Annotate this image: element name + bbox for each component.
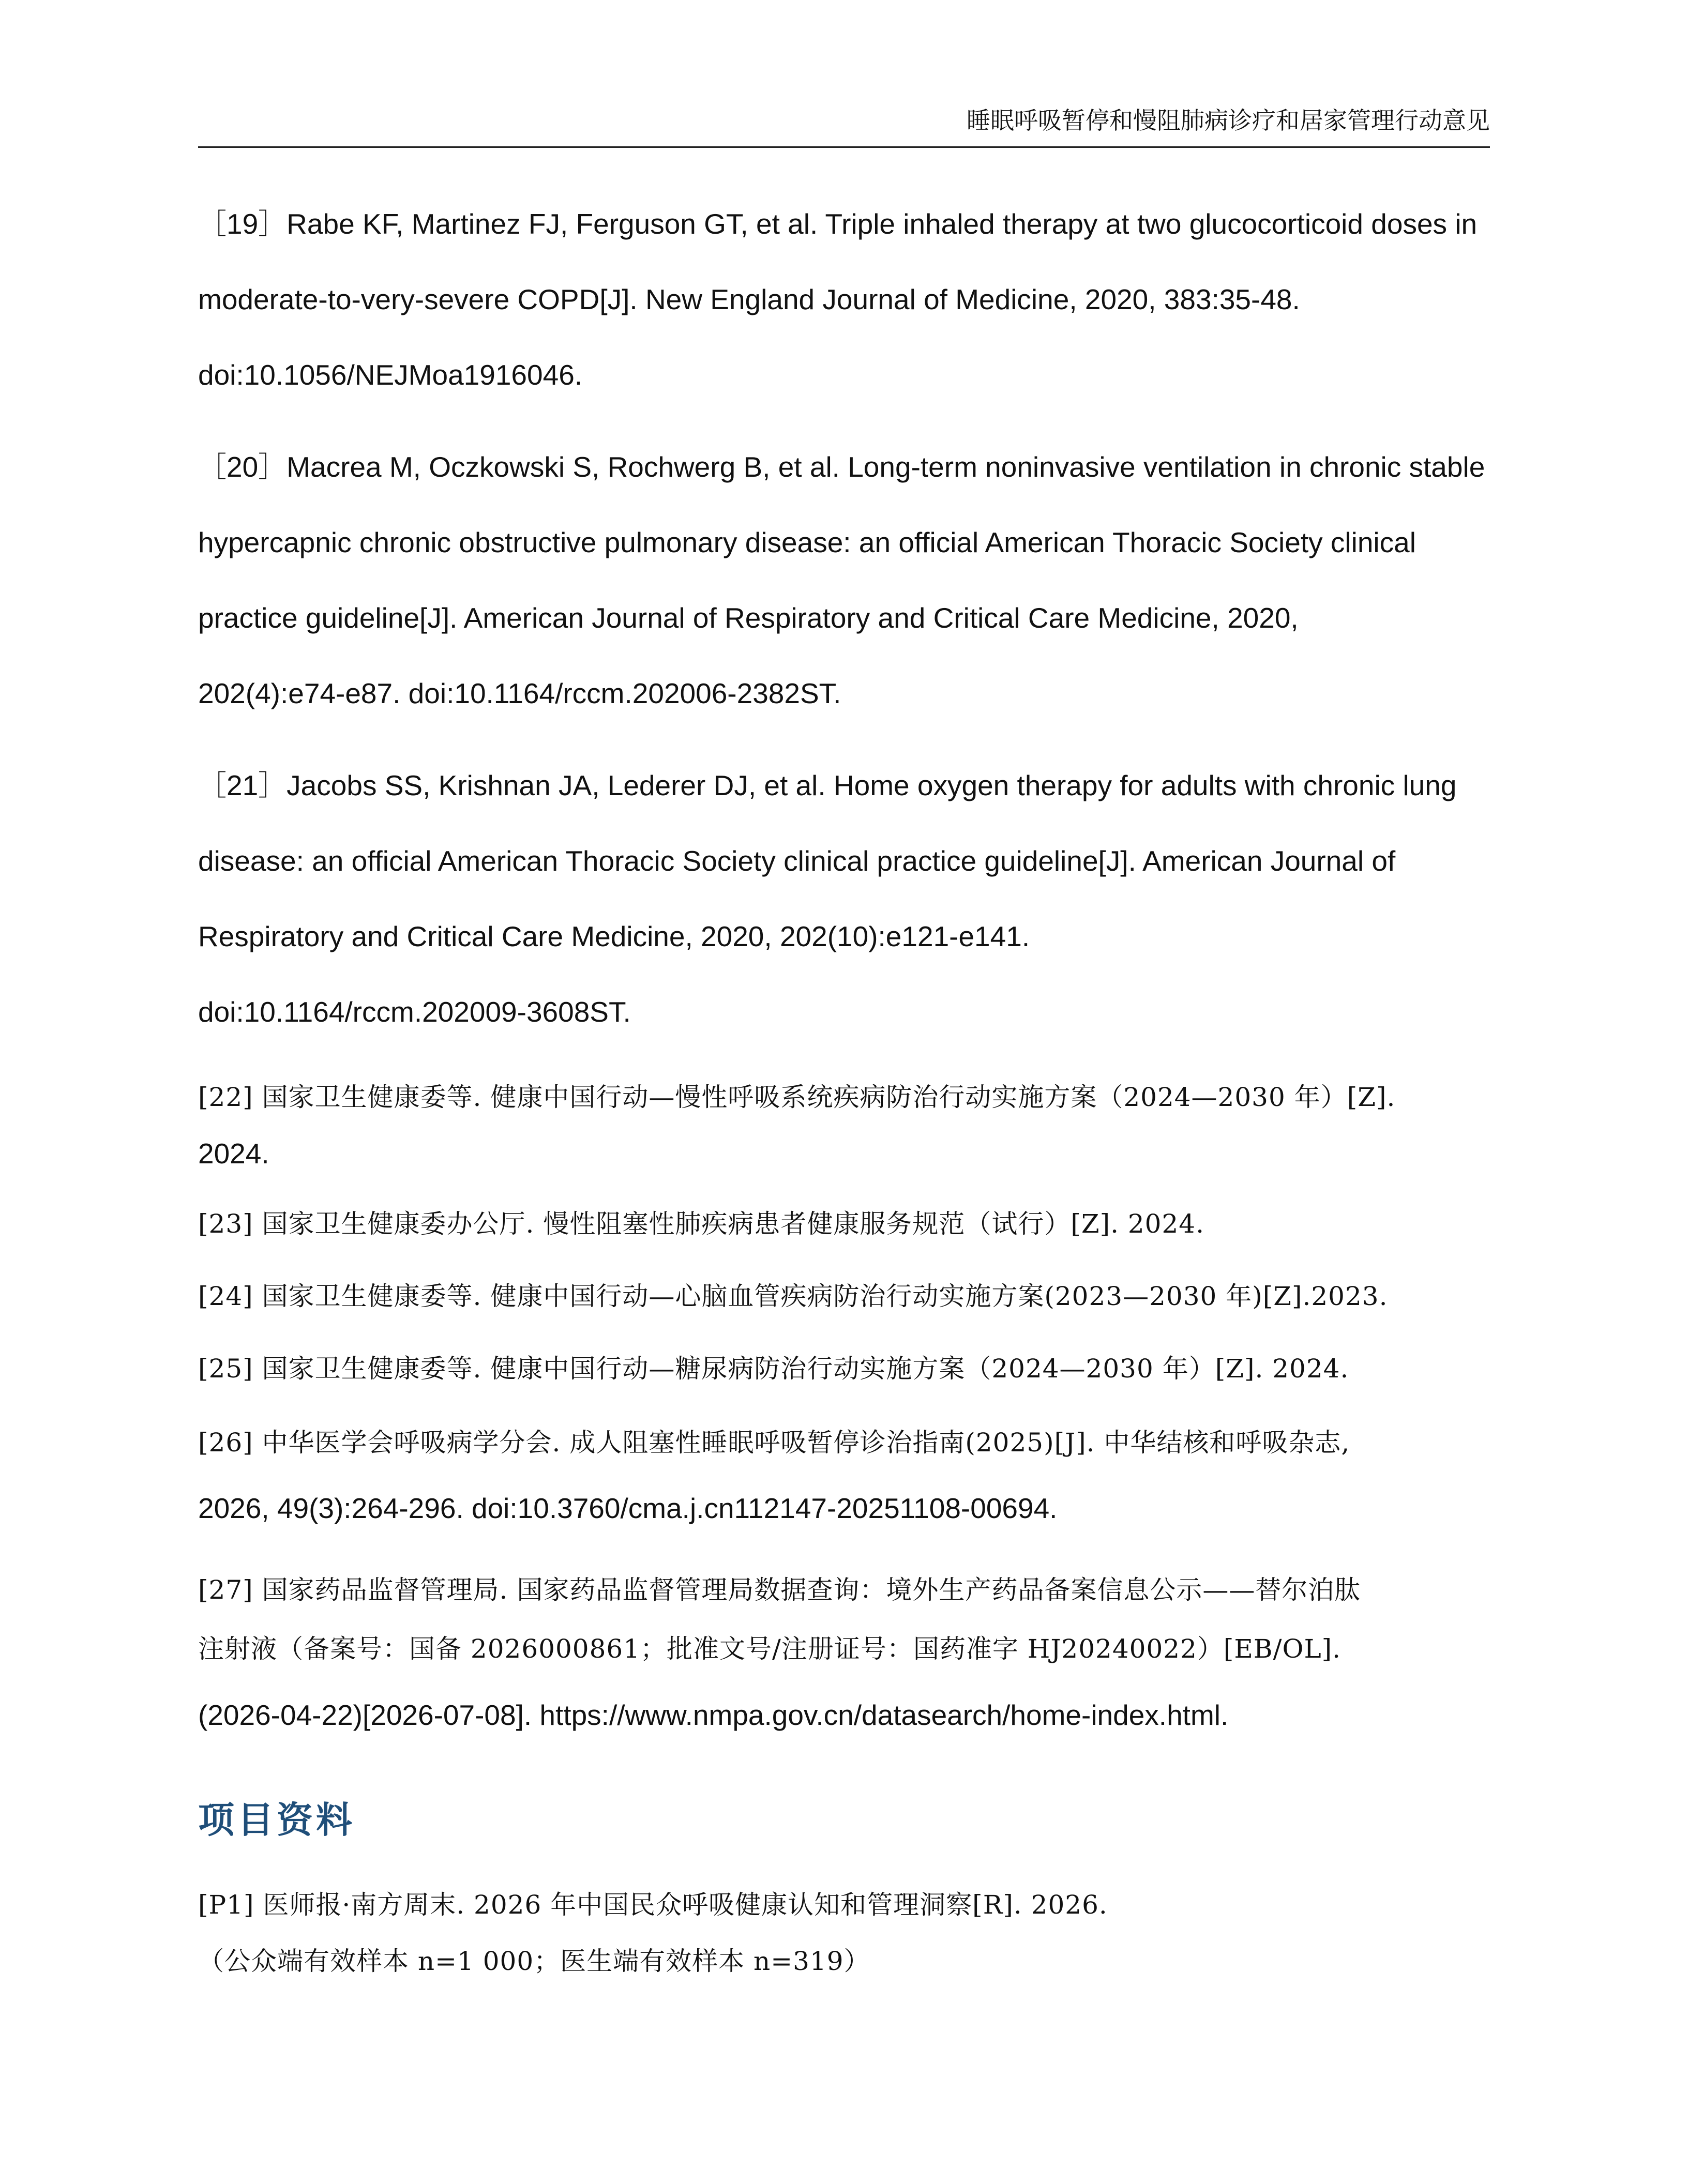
ref-19-line-2: moderate-to-very-severe COPD[J]. New England Journal of Medicine, 2020, 383:35-48.	[198, 283, 1300, 315]
ref-20-line-2: hypercapnic chronic obstructive pulmonary disease: an official American Thoracic Society clinical	[198, 526, 1416, 558]
ref-26-line-1: [26] 中华医学会呼吸病学分会. 成人阻塞性睡眠呼吸暂停诊治指南(2025)[J]. 中华结核和呼吸杂志,	[198, 1428, 1350, 1458]
ref-27-line-2: 注射液（备案号：国备 2026000861；批准文号/注册证号：国药准字 HJ20240022）[EB/OL].	[198, 1634, 1342, 1664]
ref-24-line-1: [24] 国家卫生健康委等. 健康中国行动—心脑血管疾病防治行动实施方案(2023—2030 年)[Z].2023.	[198, 1281, 1388, 1311]
ref-22-line-1: [22] 国家卫生健康委等. 健康中国行动—慢性呼吸系统疾病防治行动实施方案（2024—2030 年）[Z].	[198, 1082, 1396, 1112]
ref-20-line-3: practice guideline[J]. American Journal of Respiratory and Critical Care Medicine, 2020,	[198, 602, 1299, 634]
project-item-p1-line-1: [P1] 医师报·南方周末. 2026 年中国民众呼吸健康认知和管理洞察[R]. 2026.	[198, 1890, 1108, 1920]
ref-19-line-1: ［19］Rabe KF, Martinez FJ, Ferguson GT, et al. Triple inhaled therapy at two glucocorticoid doses in	[198, 208, 1478, 240]
ref-27-line-3: (2026-04-22)[2026-07-08]. https://www.nmpa.gov.cn/datasearch/home-index.html.	[198, 1699, 1229, 1731]
ref-25-line-1: [25] 国家卫生健康委等. 健康中国行动—糖尿病防治行动实施方案（2024—2030 年）[Z]. 2024.	[198, 1354, 1349, 1384]
ref-21-line-1: ［21］Jacobs SS, Krishnan JA, Lederer DJ, et al. Home oxygen therapy for adults with chronic lung	[198, 769, 1457, 801]
ref-23-line-1: [23] 国家卫生健康委办公厅. 慢性阻塞性肺疾病患者健康服务规范（试行）[Z]. 2024.	[198, 1209, 1204, 1239]
ref-26-line-2: 2026, 49(3):264-296. doi:10.3760/cma.j.cn112147-20251108-00694.	[198, 1492, 1058, 1524]
running-header: 睡眠呼吸暂停和慢阻肺病诊疗和居家管理行动意见	[967, 107, 1490, 134]
ref-20-line-1: ［20］Macrea M, Oczkowski S, Rochwerg B, et al. Long-term noninvasive ventilation in chronic stable	[198, 451, 1485, 483]
ref-21-line-4: doi:10.1164/rccm.202009-3608ST.	[198, 996, 631, 1028]
ref-21-line-3: Respiratory and Critical Care Medicine, 2020, 202(10):e121-e141.	[198, 920, 1030, 952]
ref-20-line-4: 202(4):e74-e87. doi:10.1164/rccm.202006-2382ST.	[198, 677, 841, 709]
ref-19-line-3: doi:10.1056/NEJMoa1916046.	[198, 359, 583, 391]
header-rule	[198, 146, 1490, 148]
section-title-project: 项目资料	[198, 1798, 355, 1841]
ref-27-line-1: [27] 国家药品监督管理局. 国家药品监督管理局数据查询：境外生产药品备案信息公示——替尔泊肽	[198, 1575, 1361, 1605]
ref-21-line-2: disease: an official American Thoracic Society clinical practice guideline[J]. American Journal of	[198, 845, 1396, 877]
ref-22-line-2: 2024.	[198, 1138, 269, 1170]
project-item-p1-line-2: （公众端有效样本 n=1 000；医生端有效样本 n=319）	[198, 1946, 870, 1976]
